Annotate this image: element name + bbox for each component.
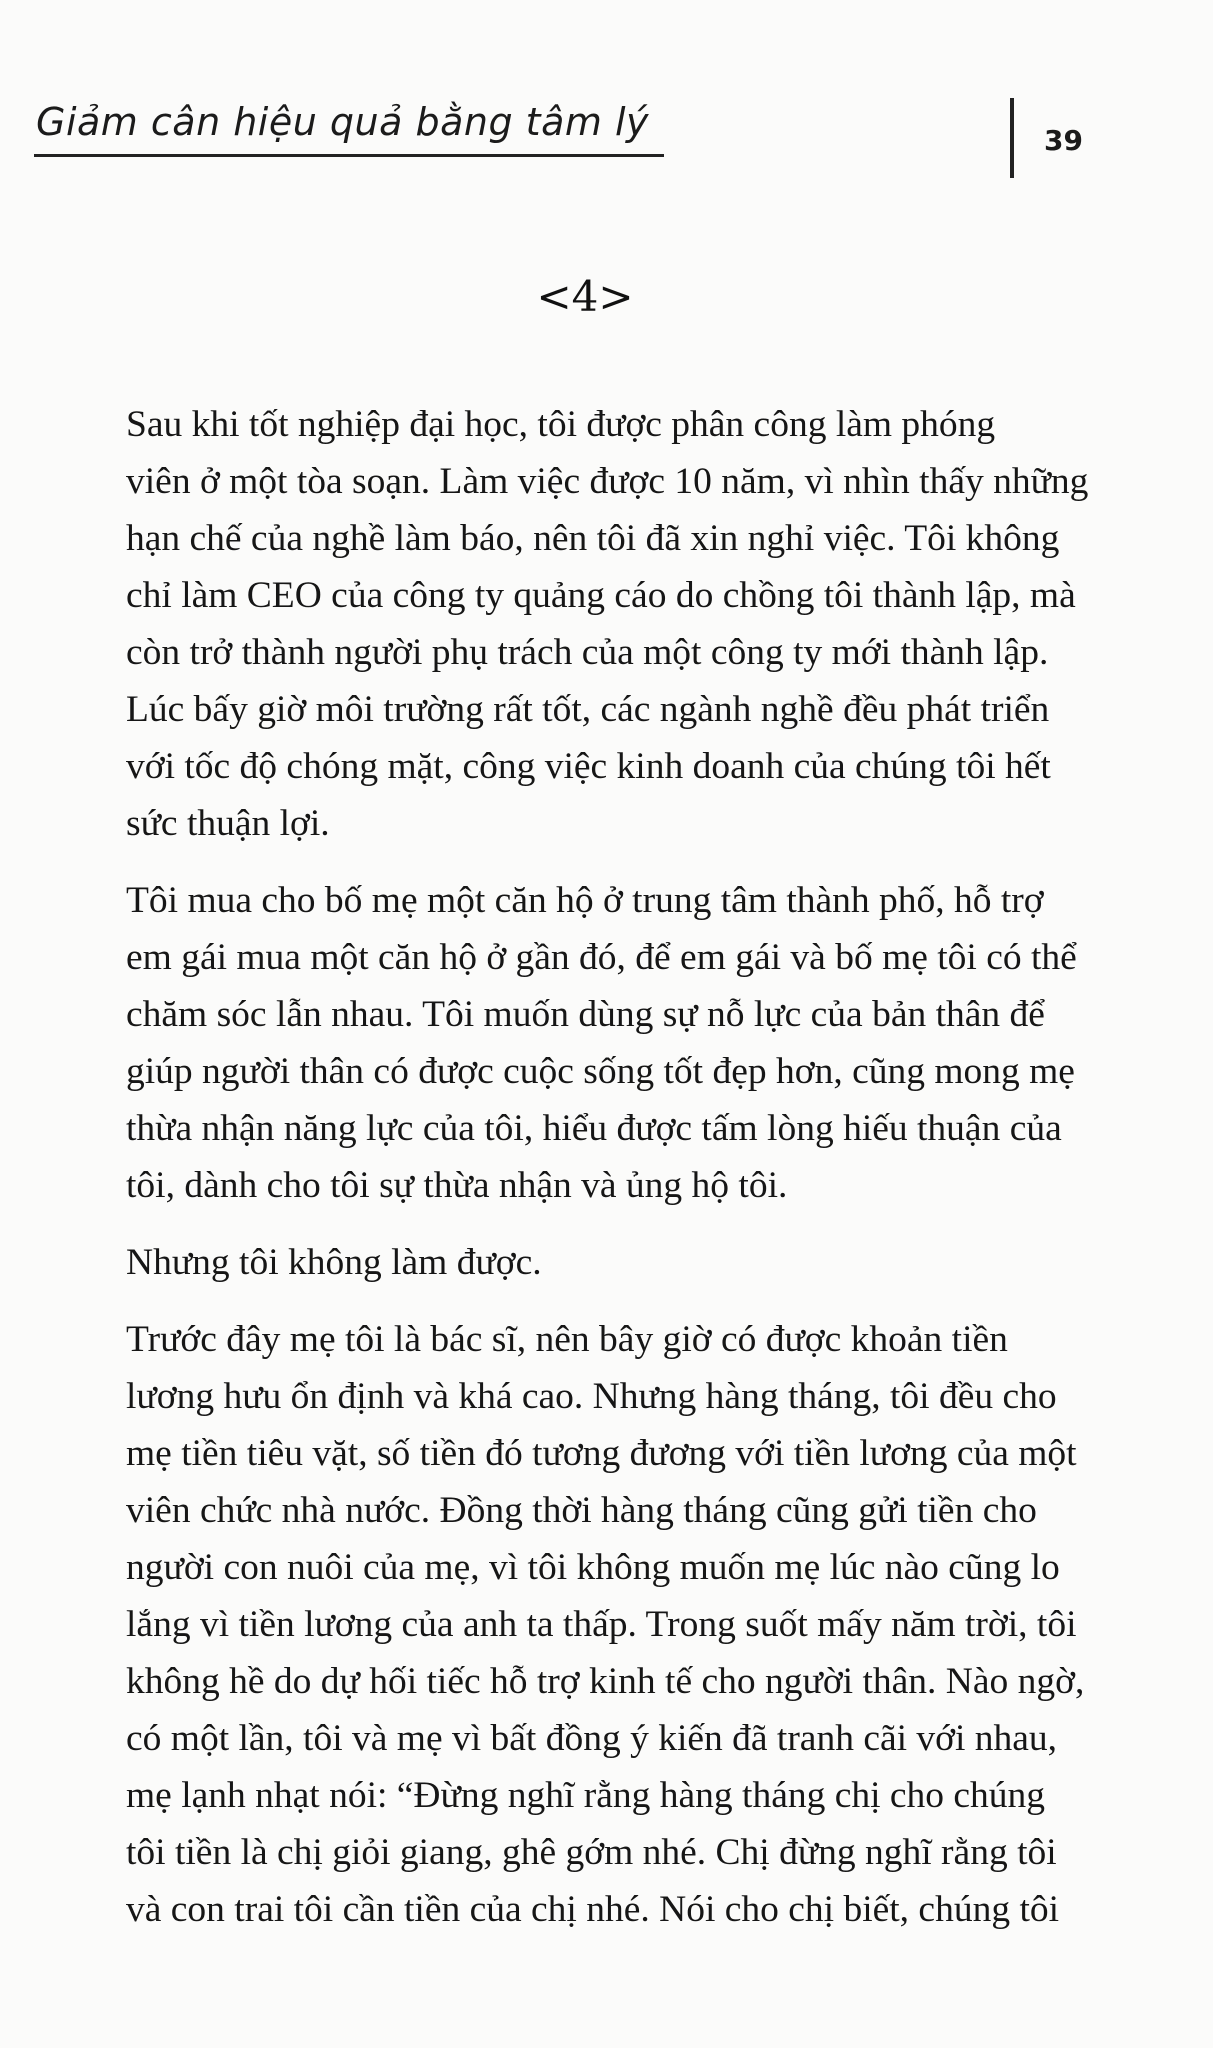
text-line: mẹ lạnh nhạt nói: “Đừng nghĩ rằng hàng tháng chị cho chúng: [126, 1775, 1046, 1816]
text-line: chăm sóc lẫn nhau. Tôi muốn dùng sự nỗ lực của bản thân để: [126, 994, 1045, 1035]
text-line: tôi tiền là chị giỏi giang, ghê gớm nhé. Chị đừng nghĩ rằng tôi: [126, 1832, 1057, 1873]
page-header: [0, 0, 1213, 180]
page-number: 39: [1044, 124, 1083, 157]
text-line: Lúc bấy giờ môi trường rất tốt, các ngành nghề đều phát triển: [126, 689, 1050, 730]
header-divider: [1010, 98, 1014, 178]
text-line: viên ở một tòa soạn. Làm việc được 10 năm, vì nhìn thấy những: [126, 461, 1089, 502]
section-number: <4>: [536, 272, 634, 321]
paragraph: [110, 1234, 1095, 1291]
paragraph: [110, 1311, 1095, 1938]
text-line: lắng vì tiền lương của anh ta thấp. Trong suốt mấy năm trời, tôi: [126, 1604, 1077, 1645]
text-line: chỉ làm CEO của công ty quảng cáo do chồng tôi thành lập, mà: [126, 575, 1076, 616]
paragraph: [110, 872, 1095, 1214]
text-line: viên chức nhà nước. Đồng thời hàng tháng cũng gửi tiền cho: [126, 1490, 1037, 1531]
text-line: còn trở thành người phụ trách của một công ty mới thành lập.: [126, 632, 1049, 673]
text-line: Trước đây mẹ tôi là bác sĩ, nên bây giờ có được khoản tiền: [126, 1319, 1008, 1360]
text-line: người con nuôi của mẹ, vì tôi không muốn mẹ lúc nào cũng lo: [126, 1547, 1060, 1588]
text-line: sức thuận lợi.: [126, 803, 330, 844]
text-line: với tốc độ chóng mặt, công việc kinh doanh của chúng tôi hết: [126, 746, 1051, 787]
text-line: Tôi mua cho bố mẹ một căn hộ ở trung tâm thành phố, hỗ trợ: [126, 880, 1044, 921]
text-line: có một lần, tôi và mẹ vì bất đồng ý kiến đã tranh cãi với nhau,: [126, 1718, 1058, 1759]
running-title: Giảm cân hiệu quả bằng tâm lý: [36, 100, 649, 144]
title-underline: [34, 154, 664, 157]
text-line: lương hưu ổn định và khá cao. Nhưng hàng tháng, tôi đều cho: [126, 1376, 1057, 1417]
text-line: không hề do dự hối tiếc hỗ trợ kinh tế cho người thân. Nào ngờ,: [126, 1661, 1085, 1702]
paragraph: [110, 396, 1095, 852]
body-text: [110, 396, 1095, 1958]
text-line: mẹ tiền tiêu vặt, số tiền đó tương đương với tiền lương của một: [126, 1433, 1077, 1474]
text-line: em gái mua một căn hộ ở gần đó, để em gái và bố mẹ tôi có thể: [126, 937, 1077, 978]
text-line: và con trai tôi cần tiền của chị nhé. Nói cho chị biết, chúng tôi: [126, 1889, 1060, 1930]
text-line: hạn chế của nghề làm báo, nên tôi đã xin nghỉ việc. Tôi không: [126, 518, 1060, 559]
text-line: giúp người thân có được cuộc sống tốt đẹp hơn, cũng mong mẹ: [126, 1051, 1075, 1092]
text-line: tôi, dành cho tôi sự thừa nhận và ủng hộ tôi.: [126, 1165, 788, 1206]
text-line: thừa nhận năng lực của tôi, hiểu được tấm lòng hiếu thuận của: [126, 1108, 1062, 1149]
text-line: Sau khi tốt nghiệp đại học, tôi được phân công làm phóng: [126, 404, 996, 445]
text-line: Nhưng tôi không làm được.: [126, 1242, 542, 1283]
